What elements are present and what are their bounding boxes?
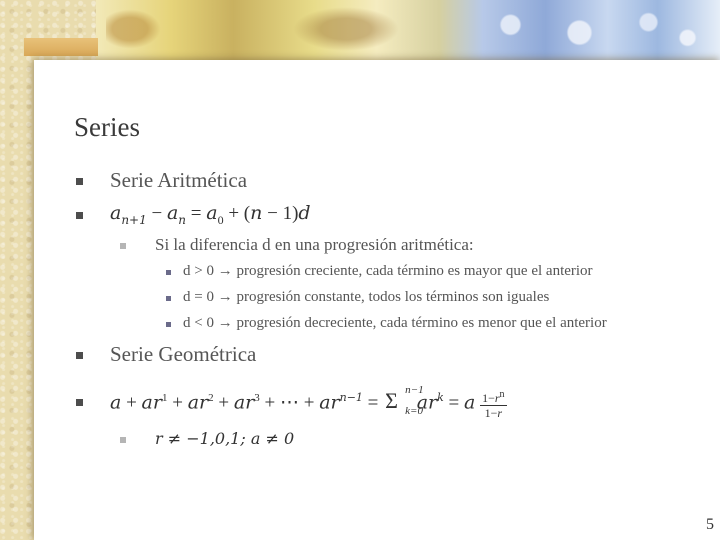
flower-decoration [476,4,706,56]
bullet-icon [120,437,126,443]
leaf-decoration [286,4,406,54]
corner-accent-bar [24,38,98,56]
arith-case-increasing: d > 0 → progresión creciente, cada término es mayor que el anterior [183,263,593,279]
leaf-decoration [106,6,166,52]
bullet-icon [120,243,126,249]
geo-heading: Serie Geométrica [110,342,257,366]
geo-formula: $a + ar^1 + ar^2 + ar^3$ + ⋯ + $ar^{n-1} = \Sigma$ n−1 k=0 $ar^k = a$ $\frac{1-r^n}{1-r}$ [110,384,505,420]
slide-title: Series [74,112,140,142]
arith-formula: $a_{n+1} - a_n = a_0 + (n - 1)d$ [110,202,311,227]
bullet-icon [166,322,171,327]
arith-case-decreasing: d < 0 → progresión decreciente, cada término es menor que el anterior [183,315,607,331]
bullet-icon [76,178,83,185]
bullet-icon [76,399,83,406]
bullet-icon [166,296,171,301]
arith-case-constant: d = 0 → progresión constante, todos los términos son iguales [183,289,550,305]
bullet-icon [166,270,171,275]
header-banner-image [96,0,720,60]
bullet-icon [76,212,83,219]
page-number: 5 [706,516,714,533]
arith-heading: Serie Aritmética [110,168,248,192]
arith-subheading: Si la diferencia d en una progresión aritmética: [155,235,474,254]
bullet-icon [76,352,83,359]
geo-condition: r ≠ −1,0,1; a ≠ 0 [155,429,295,448]
